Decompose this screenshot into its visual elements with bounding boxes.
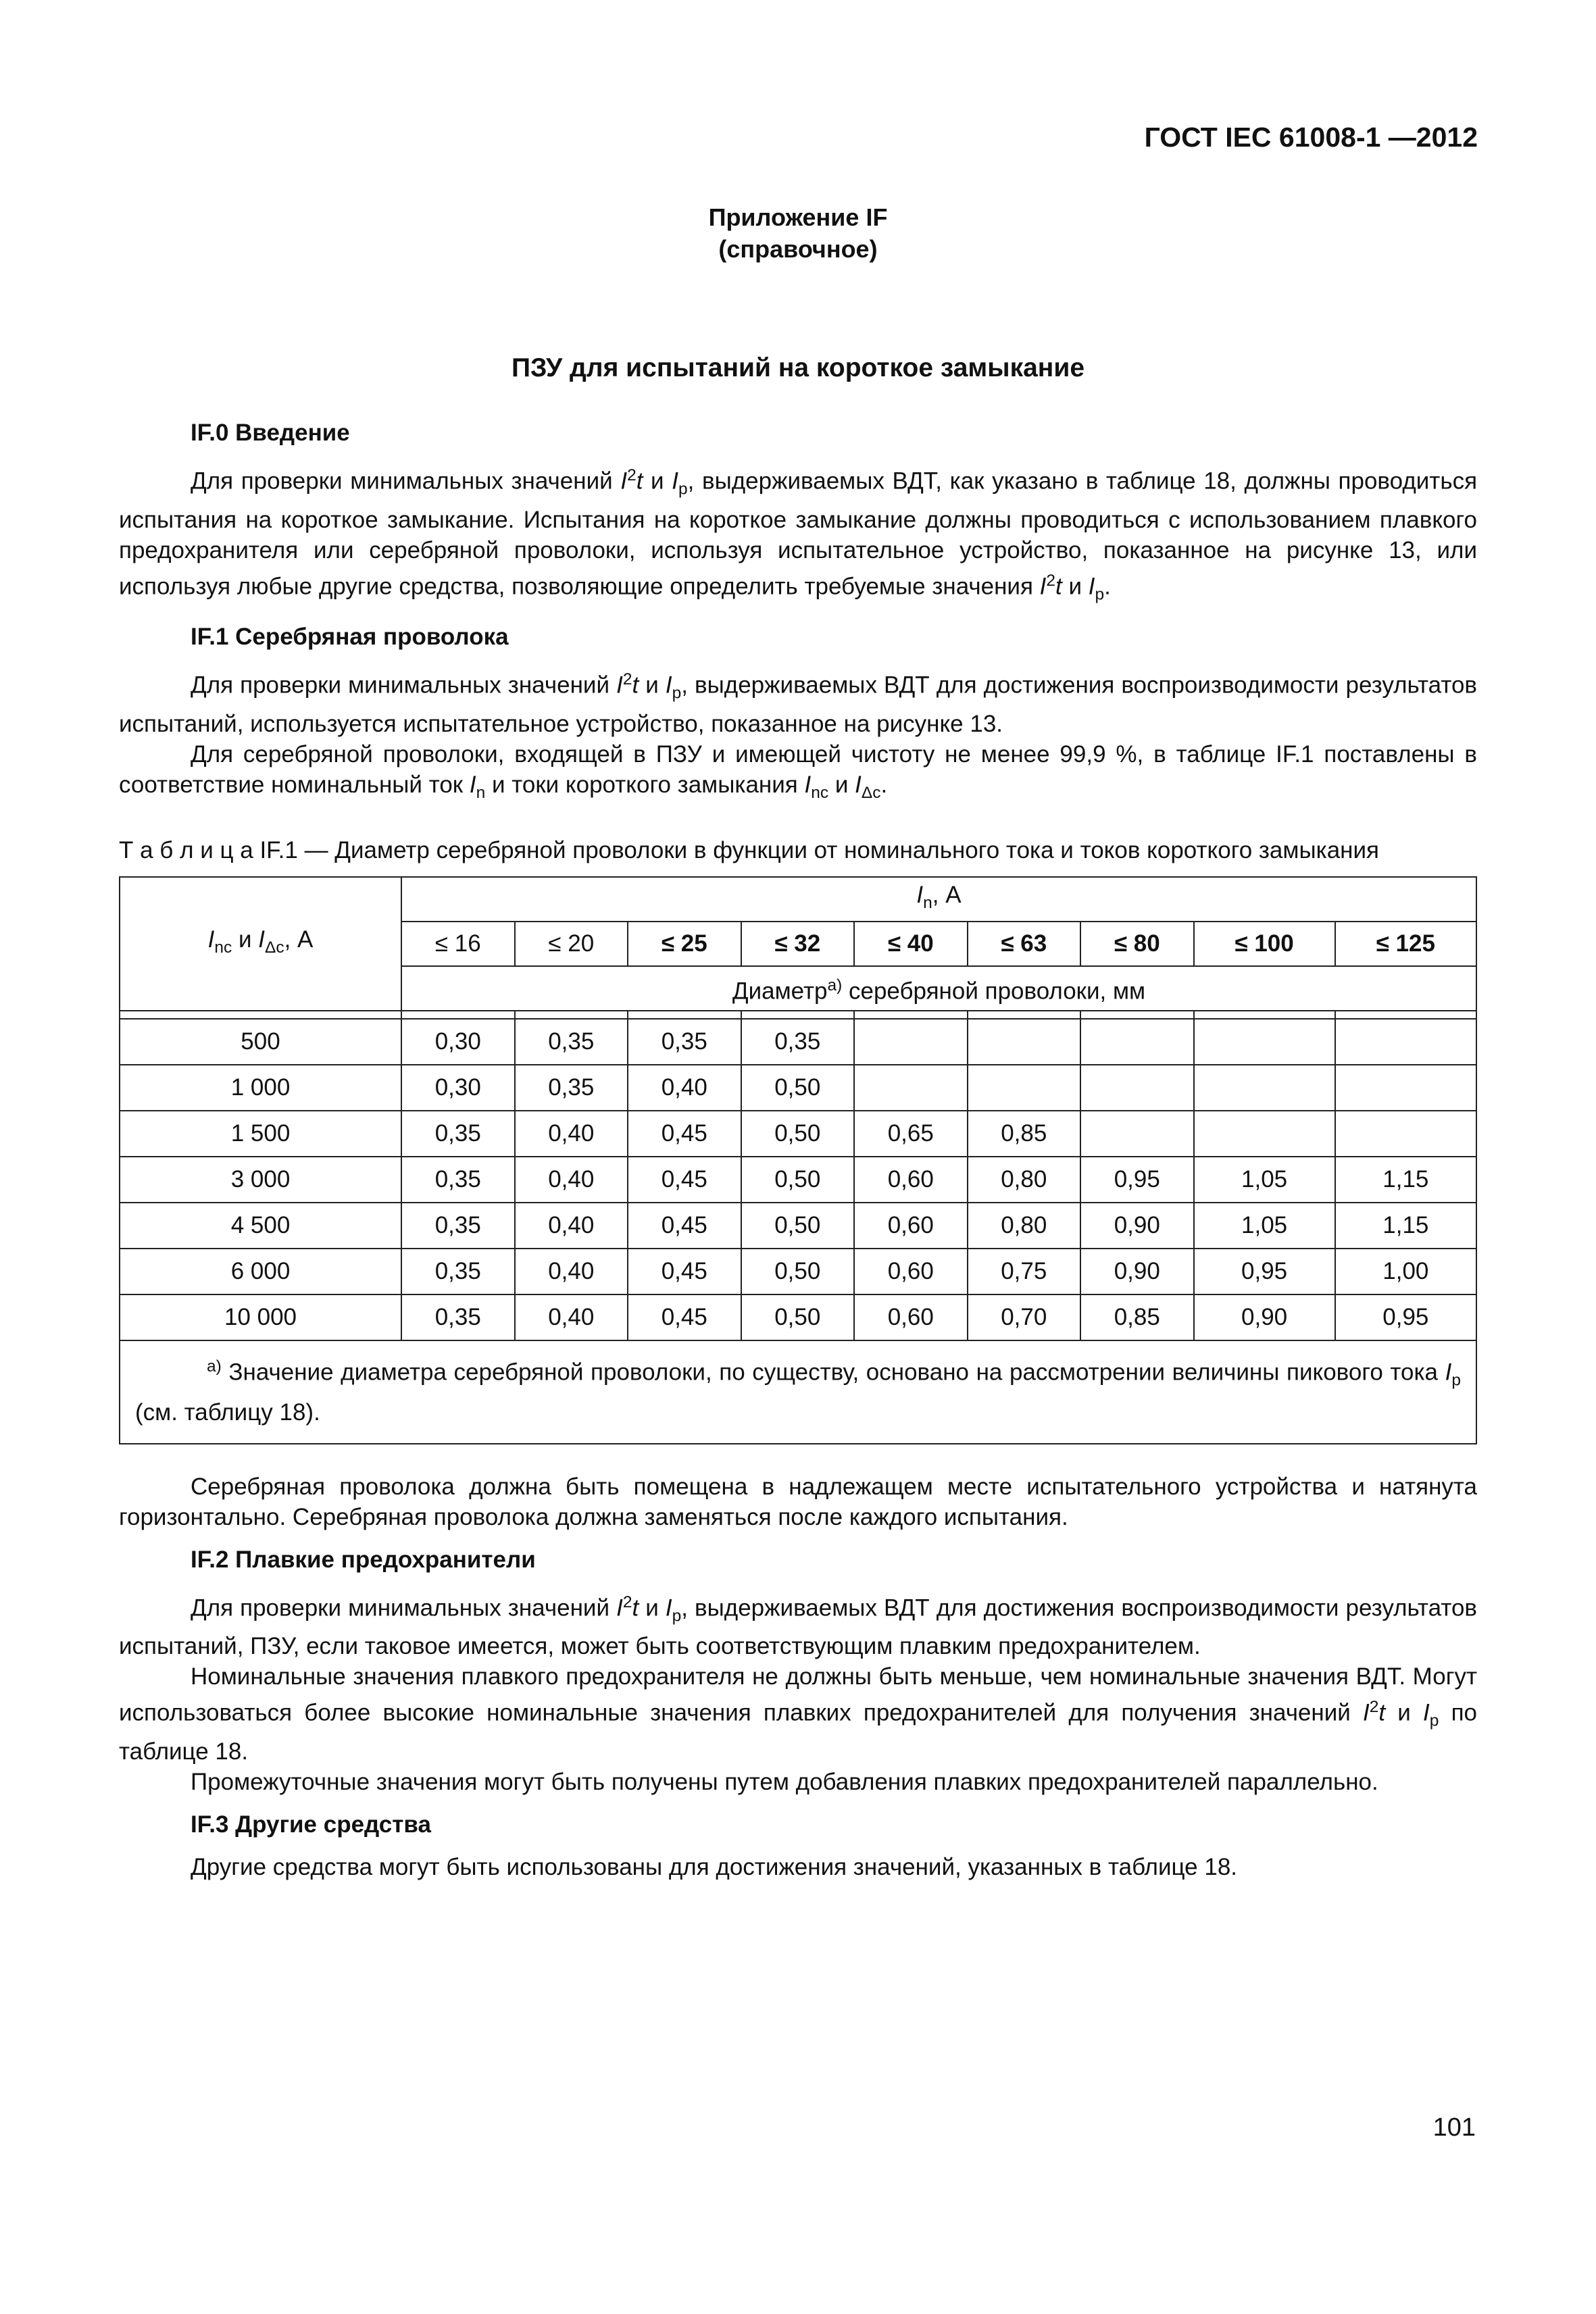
paragraph-if2-2: Номинальные значения плавкого предохранителя не должны быть меньше, чем номинальные значения ВДТ. Могут использоваться более высокие номинальные значения плавких предохранителей для получения значений $I^2t$ и $I_p$ по таблице 18.	[119, 1663, 1477, 1765]
diameter-cell: 1,05	[1194, 1203, 1335, 1249]
paragraph-if2-1: Для проверки минимальных значений $I^2t$ и $I_p$, выдерживаемых ВДТ для достижения воспроизводимости результатов испытаний, ПЗУ, если таковое имеется, может быть соответствующим плавким предохранителем.	[119, 1592, 1478, 1660]
short-circuit-current: 1 500	[120, 1111, 401, 1157]
diameter-cell: 0,60	[854, 1157, 968, 1203]
column-header: ≤ 25	[628, 922, 741, 966]
diameter-cell	[1194, 1019, 1335, 1065]
diameter-cell: 0,90	[1194, 1294, 1335, 1340]
diameter-cell: 0,45	[628, 1157, 741, 1203]
diameter-cell: 0,45	[628, 1294, 741, 1340]
paragraph-if3-1: Другие средства могут быть использованы для достижения значений, указанных в таблице 18.	[191, 1853, 1238, 1880]
diameter-cell: 0,35	[741, 1019, 855, 1065]
table-row	[120, 1019, 1476, 1065]
diameter-header: Диаметр$^{а)}$ серебряной проволоки, мм	[401, 966, 1476, 1011]
table-row	[120, 1065, 1476, 1111]
diameter-cell: 0,95	[1335, 1294, 1476, 1340]
diameter-cell: 1,05	[1194, 1157, 1335, 1203]
diameter-cell: 0,85	[1080, 1294, 1194, 1340]
diameter-cell	[854, 1019, 968, 1065]
diameter-cell: 0,50	[741, 1294, 855, 1340]
diameter-cell: 0,40	[515, 1111, 628, 1157]
diameter-cell: 1,15	[1335, 1157, 1476, 1203]
diameter-cell	[1080, 1111, 1194, 1157]
diameter-cell: 0,35	[401, 1111, 515, 1157]
diameter-cell: 0,35	[628, 1019, 741, 1065]
diameter-cell: 0,40	[628, 1065, 741, 1111]
column-header: ≤ 20	[515, 922, 628, 966]
annex-status: (справочное)	[718, 235, 878, 263]
diameter-cell: 0,50	[741, 1157, 855, 1203]
diameter-cell	[1080, 1065, 1194, 1111]
diameter-cell: 0,65	[854, 1111, 968, 1157]
diameter-cell: 0,45	[628, 1249, 741, 1294]
diameter-cell: 0,75	[968, 1249, 1081, 1294]
short-circuit-current: 6 000	[120, 1249, 401, 1294]
short-circuit-current: 10 000	[120, 1294, 401, 1340]
paragraph-if1-2: Для серебряной проволоки, входящей в ПЗУ и имеющей чистоту не менее 99,9 %, в таблице IF.1 поставлены в соответствие номинальный ток $I_n$ и токи короткого замыкания $I_{nc}$ и $I_{\Delta c}$.	[119, 740, 1477, 802]
column-header: ≤ 32	[741, 922, 855, 966]
column-header: ≤ 40	[854, 922, 968, 966]
rated-current-header: $I_n$, А	[401, 877, 1476, 922]
row-header-cell: $I_{nc}$ и $I_{\Delta c}$, А	[120, 877, 401, 1011]
diameter-cell: 0,45	[628, 1203, 741, 1249]
diameter-cell: 0,40	[515, 1203, 628, 1249]
column-header: ≤ 16	[401, 922, 515, 966]
diameter-cell: 0,95	[1194, 1249, 1335, 1294]
table-row	[120, 1294, 1476, 1340]
table-row	[120, 1249, 1476, 1294]
diameter-cell	[1335, 1111, 1476, 1157]
table-row	[120, 1157, 1476, 1203]
diameter-cell: 0,35	[401, 1157, 515, 1203]
diameter-cell	[1080, 1019, 1194, 1065]
silver-wire-table	[119, 876, 1477, 1444]
table-row	[120, 1203, 1476, 1249]
diameter-cell: 0,90	[1080, 1249, 1194, 1294]
diameter-cell: 0,60	[854, 1203, 968, 1249]
paragraph-if1-1: Для проверки минимальных значений $I^2t$ и $I_p$, выдерживаемых ВДТ для достижения воспроизводимости результатов испытаний, используется испытательное устройство, показанное на рисунке 13.	[119, 670, 1478, 737]
diameter-cell: 0,40	[515, 1249, 628, 1294]
diameter-cell	[1194, 1111, 1335, 1157]
diameter-cell: 0,60	[854, 1294, 968, 1340]
diameter-cell: 0,80	[968, 1203, 1081, 1249]
column-header: ≤ 63	[968, 922, 1081, 966]
diameter-cell: 0,35	[515, 1065, 628, 1111]
column-header: ≤ 125	[1335, 922, 1476, 966]
short-circuit-current: 500	[120, 1019, 401, 1065]
diameter-cell: 0,60	[854, 1249, 968, 1294]
diameter-cell: 0,50	[741, 1203, 855, 1249]
diameter-cell: 0,30	[401, 1019, 515, 1065]
section-heading-if2: IF.2 Плавкие предохранители	[191, 1546, 536, 1573]
diameter-cell: 0,90	[1080, 1203, 1194, 1249]
diameter-cell	[1335, 1065, 1476, 1111]
section-heading-if3: IF.3 Другие средства	[191, 1811, 431, 1838]
column-header: ≤ 100	[1194, 922, 1335, 966]
diameter-cell: 0,50	[741, 1249, 855, 1294]
table-footnote: $^{а)}$ Значение диаметра серебряной проволоки, по существу, основано на рассмотрении величины пикового тока $I_p$ (см. таблицу 18).	[120, 1340, 1476, 1444]
short-circuit-current: 4 500	[120, 1203, 401, 1249]
diameter-cell: 1,15	[1335, 1203, 1476, 1249]
diameter-cell: 0,40	[515, 1157, 628, 1203]
diameter-cell: 0,70	[968, 1294, 1081, 1340]
column-header: ≤ 80	[1080, 922, 1194, 966]
annex-label	[0, 201, 1596, 265]
short-circuit-current: 1 000	[120, 1065, 401, 1111]
diameter-cell	[1194, 1065, 1335, 1111]
diameter-cell: 0,45	[628, 1111, 741, 1157]
short-circuit-current: 3 000	[120, 1157, 401, 1203]
page-number: 101	[1432, 2113, 1476, 2142]
diameter-cell: 1,00	[1335, 1249, 1476, 1294]
diameter-cell: 0,35	[401, 1249, 515, 1294]
paragraph-if2-3: Промежуточные значения могут быть получены путем добавления плавких предохранителей параллельно.	[191, 1768, 1378, 1795]
paragraph-if1-3: Серебряная проволока должна быть помещена в надлежащем месте испытательного устройства и натянута горизонтально. Серебряная проволока должна заменяться после каждого испытания.	[119, 1473, 1477, 1530]
diameter-cell: 0,35	[401, 1203, 515, 1249]
diameter-cell: 0,85	[968, 1111, 1081, 1157]
diameter-cell	[968, 1019, 1081, 1065]
diameter-cell: 0,50	[741, 1111, 855, 1157]
diameter-cell: 0,35	[401, 1294, 515, 1340]
paragraph-if0: Для проверки минимальных значений $I^2t$ и $I_p$, выдерживаемых ВДТ, как указано в таблице 18, должны проводиться испытания на короткое замыкание. Испытания на короткое замыкание должны проводиться с использованием плавкого предохранителя или серебряной проволоки, используя испытательное устройство, показанное на рисунке 13, или используя любые другие средства, позволяющие определить требуемые значения $I^2t$ и $I_p$.	[119, 466, 1478, 604]
diameter-cell	[968, 1065, 1081, 1111]
diameter-cell: 0,50	[741, 1065, 855, 1111]
diameter-cell: 0,30	[401, 1065, 515, 1111]
main-content	[119, 418, 1477, 1882]
section-heading-if0: IF.0 Введение	[191, 420, 350, 446]
diameter-cell: 0,35	[515, 1019, 628, 1065]
section-heading-if1: IF.1 Серебряная проволока	[191, 624, 509, 651]
table-row	[120, 1111, 1476, 1157]
annex-number: Приложение IF	[708, 203, 888, 231]
diameter-cell	[1335, 1019, 1476, 1065]
diameter-cell: 0,40	[515, 1294, 628, 1340]
diameter-cell	[854, 1065, 968, 1111]
annex-title: ПЗУ для испытаний на короткое замыкание	[511, 353, 1085, 382]
table-caption: Т а б л и ц а IF.1 — Диаметр серебряной проволоки в функции от номинального тока и токов короткого замыкания	[119, 836, 1379, 863]
diameter-cell: 0,80	[968, 1157, 1081, 1203]
standard-number: ГОСТ IEC 61008-1 —2012	[1144, 122, 1478, 153]
diameter-cell: 0,95	[1080, 1157, 1194, 1203]
